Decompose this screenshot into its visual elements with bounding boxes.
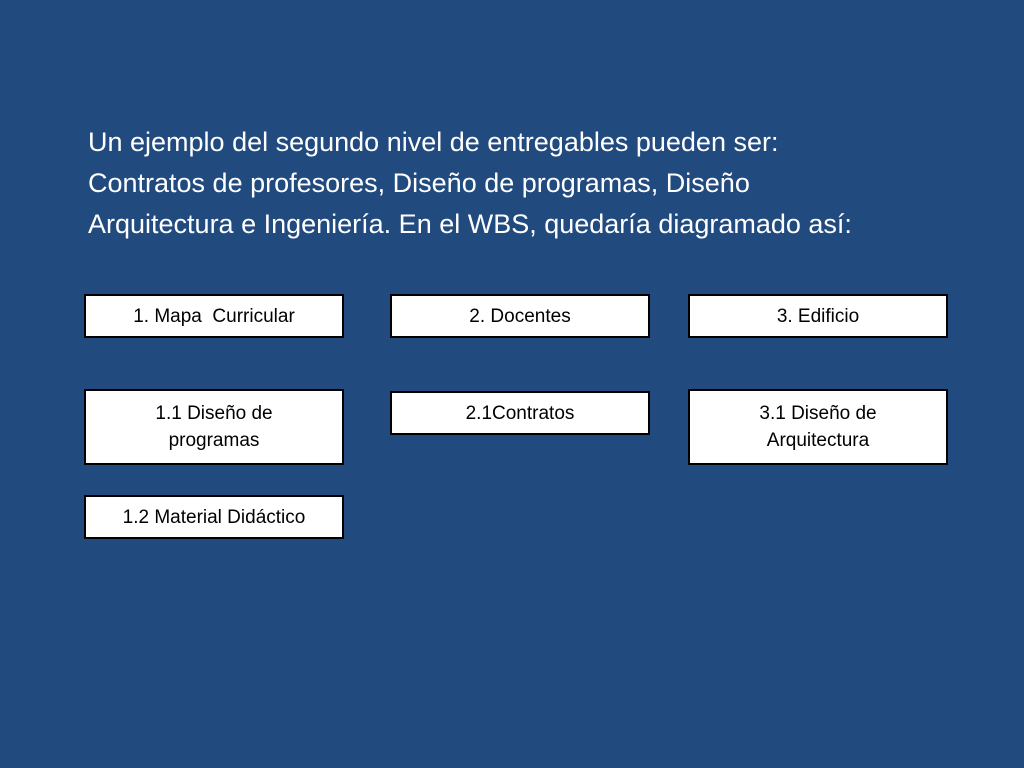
wbs-node-material-didactico: [84, 495, 344, 539]
wbs-node-mapa-curricular: [84, 294, 344, 338]
intro-line-1: Un ejemplo del segundo nivel de entregables pueden ser:: [88, 127, 779, 157]
wbs-node-label: 2. Docentes: [469, 305, 571, 327]
wbs-node-label-line-1: 1.1 Diseño de: [155, 403, 273, 424]
wbs-node-diseno-arquitectura: [688, 389, 948, 465]
wbs-node-label-line-2: programas: [168, 430, 260, 451]
intro-line-3: Arquitectura e Ingeniería. En el WBS, quedaría diagramado así:: [88, 209, 852, 239]
wbs-node-label: 1.2 Material Didáctico: [122, 506, 306, 528]
intro-text: [88, 122, 988, 245]
wbs-node-edificio: [688, 294, 948, 338]
wbs-node-label-line-2: Arquitectura: [766, 430, 870, 451]
wbs-node-contratos: [390, 391, 650, 435]
intro-line-2: Contratos de profesores, Diseño de programas, Diseño: [88, 168, 750, 198]
wbs-node-label-line-1: 3.1 Diseño de: [759, 403, 877, 424]
wbs-node-docentes: [390, 294, 650, 338]
wbs-node-label: 1. Mapa Curricular: [133, 305, 295, 327]
wbs-node-label: 2.1Contratos: [465, 402, 575, 424]
wbs-node-diseno-programas: [84, 389, 344, 465]
wbs-node-label: 3. Edificio: [776, 305, 860, 327]
